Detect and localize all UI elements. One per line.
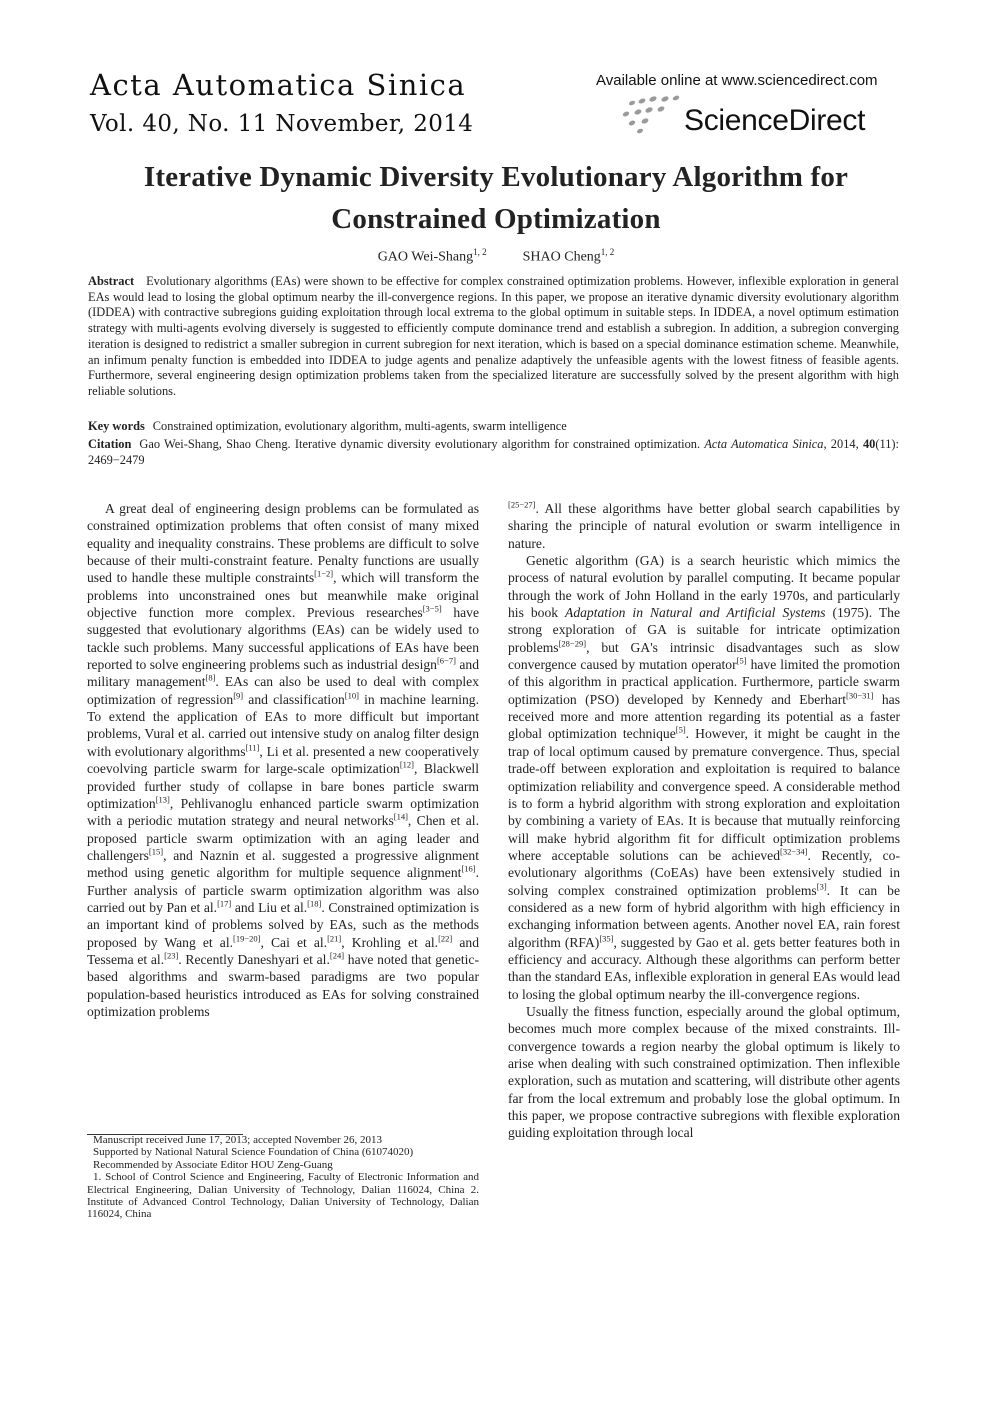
citation-journal: Acta Automatica Sinica [704,437,824,451]
citation-text: Gao Wei-Shang, Shao Cheng. Iterative dynamic diversity evolutionary algorithm for constrained optimization. [139,437,701,451]
keywords-text: Constrained optimization, evolutionary algorithm, multi-agents, swarm intelligence [152,419,567,433]
sciencedirect-logo-text: ScienceDirect [684,104,866,137]
footnote-funding: Supported by National Natural Science Foundation of China (61074020) [93,1146,414,1159]
journal-volume: Vol. 40, No. 11 November, 2014 [90,111,474,137]
title-line-1: Iterative Dynamic Diversity Evolutionary Algorithm for [143,161,849,193]
body-paragraph: Genetic algorithm (GA) is a search heuristic which mimics the process of natural evolution by parallel computing. It became popular through the work of John Holland in the early 1970s, and particularly his book Adaptation in Natural and Artificial Systems (1975). The strong exploration of GA is suitable for intricate optimization problems[28−29], but GA's intrinsic disadvantages such as slow convergence caused by mutation operator[5] have limited the promotion of this algorithm in practical application. Furthermore, particle swarm optimization (PSO) developed by Kennedy and Eberhart[30−31] has received more and more attention regarding its potential as a faster global optimization technique[5]. However, it might be caught in the trap of local optimum caused by premature convergence. Thus, special trade-off between exploration and exploitation is required to balance optimization reliability and convergence speed. A considerable method is to form a hybrid algorithm with strong exploration and exploitation by combining a variety of EAs. It is because that mutually reinforcing will make hybrid algorithm fit for difficult optimization problems where acceptable solutions can be achieved[32−34]. Recently, co-evolutionary algorithms (CoEAs) have been extensively studied in solving complex constrained optimization problems[3]. It can be considered as a new form of hybrid algorithm with high efficiency in exchanging information between agents. Another novel EA, rain forest algorithm (RFA)[35], suggested by Gao et al. gets better features both in efficiency and accuracy. Although these algorithms can perform better than the standard EAs, inflexible exploration in general EAs would lead to losing the global optimum nearby the ill-convergence regions. [508,553,900,1002]
citation-label: Citation [88,437,132,451]
abstract-label: Abstract [88,274,135,288]
body-column-left [87,500,479,1020]
body-paragraph: Usually the fitness function, especially around the global optimum, becomes much more complex because of the mixed constraints. Ill-convergence towards a region nearby the global optimum is likely to arise when dealing with such constrained optimization. Then inflexible exploration, such as mutation and scattering, will distribute other agents far from the local extremum and probably lose the global optimum. In this paper, we propose contractive subregions with flexible exploration guiding exploitation through local [508,1003,900,1141]
journal-name: Acta Automatica Sinica [90,68,467,102]
citation-pages: (11): 2469−2479 [88,437,899,467]
citation-volume: 40 [862,437,876,451]
abstract [88,274,899,400]
citation [88,437,899,468]
body-paragraph: [25−27]. All these algorithms have better global search capabilities by sharing the principle of natural evolution or swarm intelligence in nature. [508,499,900,551]
keywords-label: Key words [88,419,145,433]
footnotes [87,1134,479,1221]
footnote-affiliations: 1. School of Control Science and Engineering, Faculty of Electronic Information and Electrical Engineering, Dalian University of Technology, Dalian 116024, China 2. Institute of Advanced Control Technology, Dalian University of Technology, Dalian 116024, China [87,1171,479,1221]
author-affiliation: 1, 2 [600,247,615,257]
footnote-received: Manuscript received June 17, 2013; accepted November 26, 2013 [93,1134,382,1146]
abstract-text: Evolutionary algorithms (EAs) were shown to be effective for complex constrained optimization problems. However, inflexible exploration in general EAs would lead to losing the global optimum nearby the ill-convergence regions. In this paper, we propose an iterative dynamic diversity evolutionary algorithm (IDDEA) with contractive subregions guiding exploitation through local extrema to the global optimum in suitable steps. In IDDEA, a novel optimum estimation strategy with multi-agents evolving diversely is suggested to efficiently compute dominance trend and establish a subregion. In addition, a subregion converging iteration is designed to redistrict a smaller subregion in current subregion for next iteration, which is based on a special dominance estimation scheme. Meanwhile, an infimum penalty function is embedded into IDDEA to judge agents and penalize adaptively the unfeasible agents with the lowest fitness of feasible agents. Furthermore, several engineering design optimization problems taken from the specialized literature are successfully solved by the present algorithm with high reliable solutions. [88,274,899,398]
body-column-right [508,500,900,1142]
author-name: SHAO Cheng [522,249,601,265]
author-list [0,247,992,266]
footnote-editor: Recommended by Associate Editor HOU Zeng-Guang [93,1158,333,1171]
citation-year: , 2014, [823,437,859,451]
keywords [88,419,899,435]
paper-title [60,156,932,240]
body-paragraph: A great deal of engineering design problems can be formulated as constrained optimization problems that often consist of many mixed equality and inequality constrains. These problems are difficult to solve because of their multi-constraint feature. Penalty functions are usually used to handle these multiple constraints[1−2], which will transform the problems into unconstrained ones but meanwhile make original objective function more complex. Previous researches[3−5] have suggested that evolutionary algorithms (EAs) can be widely used to tackle such problems. Many successful applications of EAs have been reported to solve engineering problems such as industrial design[6−7] and military management[8]. EAs can also be used to deal with complex optimization of regression[9] and classification[10] in machine learning. To extend the application of EAs to more difficult but important problems, Vural et al. carried out intensive study on analog filter design with evolutionary algorithms[11], Li et al. presented a new cooperatively coevolving particle swarm for large-scale optimization[12], Blackwell provided further study of collapse in bare bones particle swarm optimization[13], Pehlivanoglu enhanced particle swarm optimization with a periodic mutation strategy and neural networks[14], Chen et al. proposed particle swarm optimization with an aging leader and challengers[15], and Naznin et al. suggested a progressive alignment method using genetic algorithm for multiple sequence alignment[16]. Further analysis of particle swarm optimization algorithm was also carried out by Pan et al.[17] and Liu et al.[18]. Constrained optimization is an important kind of problems solved by EAs, such as the methods proposed by Wang et al.[19−20], Cai et al.[21], Krohling et al.[22] and Tessema et al.[23]. Recently Daneshyari et al.[24] have noted that genetic-based algorithms and swarm-based paradigms are two popular population-based heuristics introduced as EAs for solving constrained optimization problems [87,501,480,1019]
sciencedirect-dots-icon [618,95,690,137]
available-online-link[interactable]: Available online at www.sciencedirect.com [596,72,878,89]
title-line-2: Constrained Optimization [331,203,661,235]
author-name: GAO Wei-Shang [377,249,474,265]
author-affiliation: 1, 2 [473,247,487,257]
